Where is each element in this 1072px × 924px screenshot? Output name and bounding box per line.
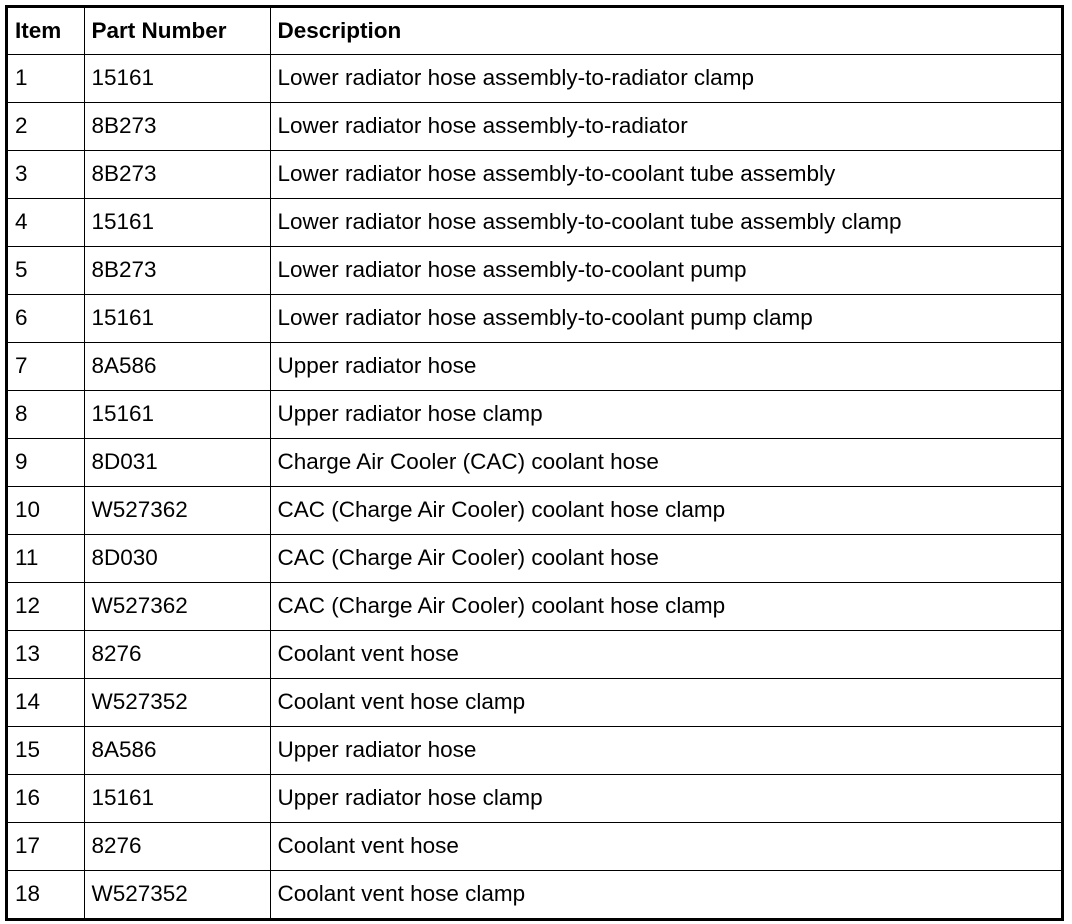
cell-description: Upper radiator hose clamp — [270, 775, 1061, 823]
cell-description: CAC (Charge Air Cooler) coolant hose clamp — [270, 487, 1061, 535]
column-header-description: Description — [270, 8, 1061, 55]
cell-part-number: 15161 — [84, 199, 270, 247]
table-row — [8, 55, 1061, 103]
cell-description: Lower radiator hose assembly-to-radiator clamp — [270, 55, 1061, 103]
cell-item: 16 — [8, 775, 84, 823]
cell-description: CAC (Charge Air Cooler) coolant hose clamp — [270, 583, 1061, 631]
table-row — [8, 679, 1061, 727]
table-row — [8, 823, 1061, 871]
table-body — [8, 55, 1061, 919]
cell-item: 8 — [8, 391, 84, 439]
table-row — [8, 583, 1061, 631]
table-row — [8, 151, 1061, 199]
cell-part-number: 8B273 — [84, 247, 270, 295]
cell-description: Lower radiator hose assembly-to-coolant pump clamp — [270, 295, 1061, 343]
cell-part-number: W527362 — [84, 487, 270, 535]
cell-description: Upper radiator hose — [270, 343, 1061, 391]
cell-description: Charge Air Cooler (CAC) coolant hose — [270, 439, 1061, 487]
cell-part-number: 8B273 — [84, 103, 270, 151]
cell-item: 7 — [8, 343, 84, 391]
column-header-item: Item — [8, 8, 84, 55]
cell-part-number: 8276 — [84, 823, 270, 871]
cell-item: 5 — [8, 247, 84, 295]
cell-part-number: 15161 — [84, 295, 270, 343]
cell-item: 13 — [8, 631, 84, 679]
table-row — [8, 631, 1061, 679]
cell-item: 9 — [8, 439, 84, 487]
cell-part-number: 15161 — [84, 775, 270, 823]
cell-description: CAC (Charge Air Cooler) coolant hose — [270, 535, 1061, 583]
table-row — [8, 439, 1061, 487]
table-header-row — [8, 8, 1061, 55]
cell-item: 15 — [8, 727, 84, 775]
cell-description: Coolant vent hose clamp — [270, 871, 1061, 919]
table-row — [8, 103, 1061, 151]
table-row — [8, 535, 1061, 583]
table-row — [8, 727, 1061, 775]
cell-part-number: 8B273 — [84, 151, 270, 199]
cell-item: 14 — [8, 679, 84, 727]
cell-description: Lower radiator hose assembly-to-coolant tube assembly clamp — [270, 199, 1061, 247]
cell-part-number: 15161 — [84, 55, 270, 103]
cell-part-number: W527362 — [84, 583, 270, 631]
cell-item: 2 — [8, 103, 84, 151]
cell-part-number: 8D031 — [84, 439, 270, 487]
cell-part-number: W527352 — [84, 871, 270, 919]
table-row — [8, 295, 1061, 343]
table-row — [8, 199, 1061, 247]
cell-item: 6 — [8, 295, 84, 343]
table-row — [8, 487, 1061, 535]
cell-item: 3 — [8, 151, 84, 199]
table-row — [8, 871, 1061, 919]
cell-description: Lower radiator hose assembly-to-coolant tube assembly — [270, 151, 1061, 199]
cell-description: Lower radiator hose assembly-to-coolant pump — [270, 247, 1061, 295]
table-row — [8, 775, 1061, 823]
table-row — [8, 391, 1061, 439]
cell-part-number: 8A586 — [84, 727, 270, 775]
parts-table-frame — [5, 5, 1064, 921]
cell-item: 18 — [8, 871, 84, 919]
cell-item: 10 — [8, 487, 84, 535]
parts-table — [8, 8, 1061, 918]
cell-part-number: 8276 — [84, 631, 270, 679]
cell-description: Coolant vent hose clamp — [270, 679, 1061, 727]
cell-item: 4 — [8, 199, 84, 247]
cell-description: Lower radiator hose assembly-to-radiator — [270, 103, 1061, 151]
cell-part-number: W527352 — [84, 679, 270, 727]
cell-part-number: 8D030 — [84, 535, 270, 583]
cell-part-number: 15161 — [84, 391, 270, 439]
cell-part-number: 8A586 — [84, 343, 270, 391]
cell-description: Coolant vent hose — [270, 631, 1061, 679]
cell-item: 1 — [8, 55, 84, 103]
column-header-part-number: Part Number — [84, 8, 270, 55]
table-row — [8, 247, 1061, 295]
cell-item: 11 — [8, 535, 84, 583]
table-row — [8, 343, 1061, 391]
cell-description: Coolant vent hose — [270, 823, 1061, 871]
cell-item: 12 — [8, 583, 84, 631]
cell-description: Upper radiator hose — [270, 727, 1061, 775]
cell-item: 17 — [8, 823, 84, 871]
cell-description: Upper radiator hose clamp — [270, 391, 1061, 439]
